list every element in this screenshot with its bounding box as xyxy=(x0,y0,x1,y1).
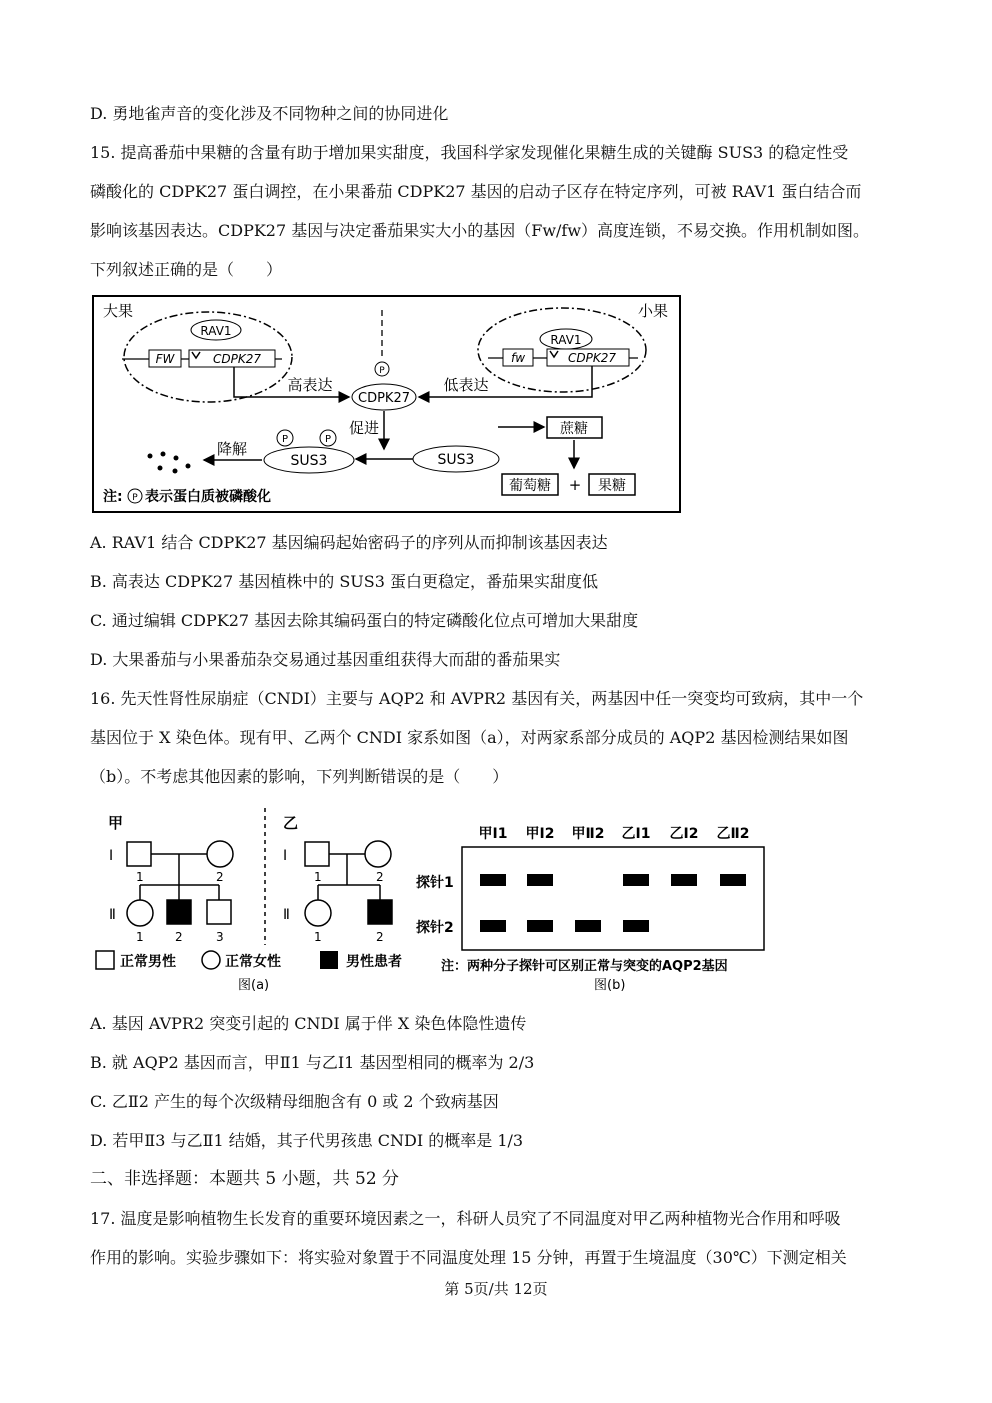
fam-a-I2-female xyxy=(207,841,233,867)
low-expression-label: 低表达 xyxy=(443,376,489,394)
fam-a-gen2-label: Ⅱ xyxy=(109,907,116,923)
section-2-heading: 二、非选择题：本题共 5 小题，共 52 分 xyxy=(90,1169,400,1189)
family-b-label: 乙 xyxy=(283,814,299,832)
fw-gene-label: FW xyxy=(155,352,175,366)
legend-male-icon xyxy=(96,951,114,969)
probe-col-header: 乙Ⅱ2 xyxy=(716,826,750,842)
sucrose-label: 蔗糖 xyxy=(560,421,588,437)
fam-a-gen1-label: Ⅰ xyxy=(109,848,114,864)
legend-male-label: 正常男性 xyxy=(120,954,176,970)
label-big-fruit: 大果 xyxy=(103,302,134,320)
probe1-band xyxy=(623,874,649,886)
q15-stem-line2: 磷酸化的 CDPK27 蛋白调控，在小果番茄 CDPK27 基因的启动子区存在特定序列，可被 RAV1 蛋白结合而 xyxy=(90,182,862,201)
page-footer: 第 5页/共 12页 xyxy=(444,1280,548,1298)
q16-stem-line1: 16. 先天性肾性尿崩症（CNDI）主要与 AQP2 和 AVPR2 基因有关，两基因中任一突变均可致病，其中一个 xyxy=(90,689,864,708)
q16-stem-line2: 基因位于 X 染色体。现有甲、乙两个 CNDI 家系如图（a），对两家系部分成员的 AQP2 基因检测结果如图 xyxy=(90,728,849,747)
fam-a-II1-female xyxy=(127,900,153,926)
phospho-mark-cdpk27-p: P xyxy=(379,366,385,376)
fam-b-I1-num: 1 xyxy=(314,870,322,884)
probe1-label: 探针1 xyxy=(416,875,454,891)
phospho-mark-sus3-2-p: P xyxy=(324,434,332,445)
phospho-mark-sus3-1-p: P xyxy=(281,434,289,445)
fam-b-I2-female xyxy=(365,841,391,867)
fig15-note-prefix: 注: xyxy=(103,489,123,505)
probe-note: 注：两种分子探针可区别正常与突变的AQP2基因 xyxy=(441,959,728,974)
caption-b: 图(b) xyxy=(594,978,626,993)
probe-column-headers xyxy=(479,826,750,842)
probe1-band xyxy=(527,874,553,886)
q15-option-d: D. 大果番茄与小果番茄杂交易通过基因重组获得大而甜的番茄果实 xyxy=(90,650,561,669)
fam-a-II3-num: 3 xyxy=(216,930,224,944)
probe1-band xyxy=(671,874,697,886)
q15-stem-line4: 下列叙述正确的是（ ） xyxy=(90,260,283,279)
legend-female-label: 正常女性 xyxy=(225,954,281,970)
promote-label: 促进 xyxy=(348,419,380,437)
q15-option-a: A. RAV1 结合 CDPK27 基因编码起始密码子的序列从而抑制该基因表达 xyxy=(90,533,608,552)
sus3-protein-label: SUS3 xyxy=(437,452,475,468)
probe2-label: 探针2 xyxy=(416,920,454,936)
q15-stem-line3: 影响该基因表达。CDPK27 基因与决定番茄果实大小的基因（Fw/fw）高度连锁，不易交换。作用机制如图。 xyxy=(90,221,870,240)
q15-option-b: B. 高表达 CDPK27 基因植株中的 SUS3 蛋白更稳定，番茄果实甜度低 xyxy=(90,572,599,591)
sus3-phosphorylated-label: SUS3 xyxy=(290,453,328,469)
fam-a-I2-num: 2 xyxy=(216,870,224,884)
probe2-band xyxy=(623,920,649,932)
probe-col-header: 甲Ⅰ2 xyxy=(525,826,555,842)
cdpk27-gene-label-left: CDPK27 xyxy=(213,352,261,366)
rav1-label-right: RAV1 xyxy=(550,333,582,347)
fam-b-II2-male-patient xyxy=(368,900,392,924)
cdpk27-gene-label-right: CDPK27 xyxy=(568,351,616,365)
probe2-band xyxy=(480,920,506,932)
probe-col-header: 甲Ⅰ1 xyxy=(478,826,508,842)
probe2-band xyxy=(527,920,553,932)
q14-option-d: D. 勇地雀声音的变化涉及不同物种之间的协同进化 xyxy=(90,104,449,123)
legend-patient-icon xyxy=(320,951,338,969)
legend-female-icon xyxy=(202,951,220,969)
fam-a-II3-male xyxy=(207,900,231,924)
caption-a: 图(a) xyxy=(238,978,270,993)
fructose-label: 果糖 xyxy=(598,478,626,494)
cdpk27-protein-label: CDPK27 xyxy=(358,391,410,406)
fam-b-gen2-label: Ⅱ xyxy=(283,907,290,923)
fig15-note-text: 表示蛋白质被磷酸化 xyxy=(145,489,271,505)
fam-a-I1-num: 1 xyxy=(136,870,144,884)
q15-stem-line1: 15. 提高番茄中果糖的含量有助于增加果实甜度，我国科学家发现催化果糖生成的关键酶 SUS3 的稳定性受 xyxy=(90,143,849,162)
fam-a-II2-num: 2 xyxy=(175,930,183,944)
q16-stem-line3: （b）。不考虑其他因素的影响，下列判断错误的是（ ） xyxy=(90,767,509,786)
probe-col-header: 乙Ⅰ1 xyxy=(621,826,651,842)
fam-b-II1-num: 1 xyxy=(314,930,322,944)
high-expression-label: 高表达 xyxy=(287,376,333,394)
fam-b-II1-female xyxy=(305,900,331,926)
fam-a-II1-num: 1 xyxy=(136,930,144,944)
rav1-label-left: RAV1 xyxy=(200,324,232,338)
label-small-fruit: 小果 xyxy=(638,302,669,320)
fam-b-I2-num: 2 xyxy=(376,870,384,884)
q17-stem-line2: 作用的影响。实验步骤如下：将实验对象置于不同温度处理 15 分钟，再置于生境温度（30℃）下测定相关 xyxy=(90,1248,847,1267)
note-phospho-mark-p: P xyxy=(132,493,138,503)
fam-b-gen1-label: Ⅰ xyxy=(283,848,288,864)
fam-b-I1-male xyxy=(305,842,329,866)
plus-sign: + xyxy=(568,476,582,494)
probe1-band xyxy=(480,874,506,886)
glucose-label: 葡萄糖 xyxy=(509,478,551,494)
family-a-label: 甲 xyxy=(108,814,124,832)
q16-option-a: A. 基因 AVPR2 突变引起的 CNDI 属于伴 X 染色体隐性遗传 xyxy=(90,1014,527,1033)
q16-option-d: D. 若甲Ⅱ3 与乙Ⅱ1 结婚，其子代男孩患 CNDI 的概率是 1/3 xyxy=(90,1131,524,1150)
probe1-band xyxy=(720,874,746,886)
fam-b-II2-num: 2 xyxy=(376,930,384,944)
probe-col-header: 甲Ⅱ2 xyxy=(571,826,605,842)
probe-col-header: 乙Ⅰ2 xyxy=(669,826,699,842)
degrade-label: 降解 xyxy=(216,440,248,458)
q17-stem-line1: 17. 温度是影响植物生长发育的重要环境因素之一，科研人员究了不同温度对甲乙两种植物光合作用和呼吸 xyxy=(90,1209,841,1228)
q16-option-c: C. 乙Ⅱ2 产生的每个次级精母细胞含有 0 或 2 个致病基因 xyxy=(90,1092,499,1111)
legend-patient-label: 男性患者 xyxy=(346,954,402,970)
fam-a-II2-male-patient xyxy=(167,900,191,924)
small-fw-gene-label: fw xyxy=(510,351,526,365)
probe-result-frame xyxy=(462,847,764,950)
probe2-band xyxy=(575,920,601,932)
q15-option-c: C. 通过编辑 CDPK27 基因去除其编码蛋白的特定磷酸化位点可增加大果甜度 xyxy=(90,611,639,630)
q16-option-b: B. 就 AQP2 基因而言，甲Ⅱ1 与乙Ⅰ1 基因型相同的概率为 2/3 xyxy=(90,1053,535,1072)
fam-a-I1-male xyxy=(127,842,151,866)
